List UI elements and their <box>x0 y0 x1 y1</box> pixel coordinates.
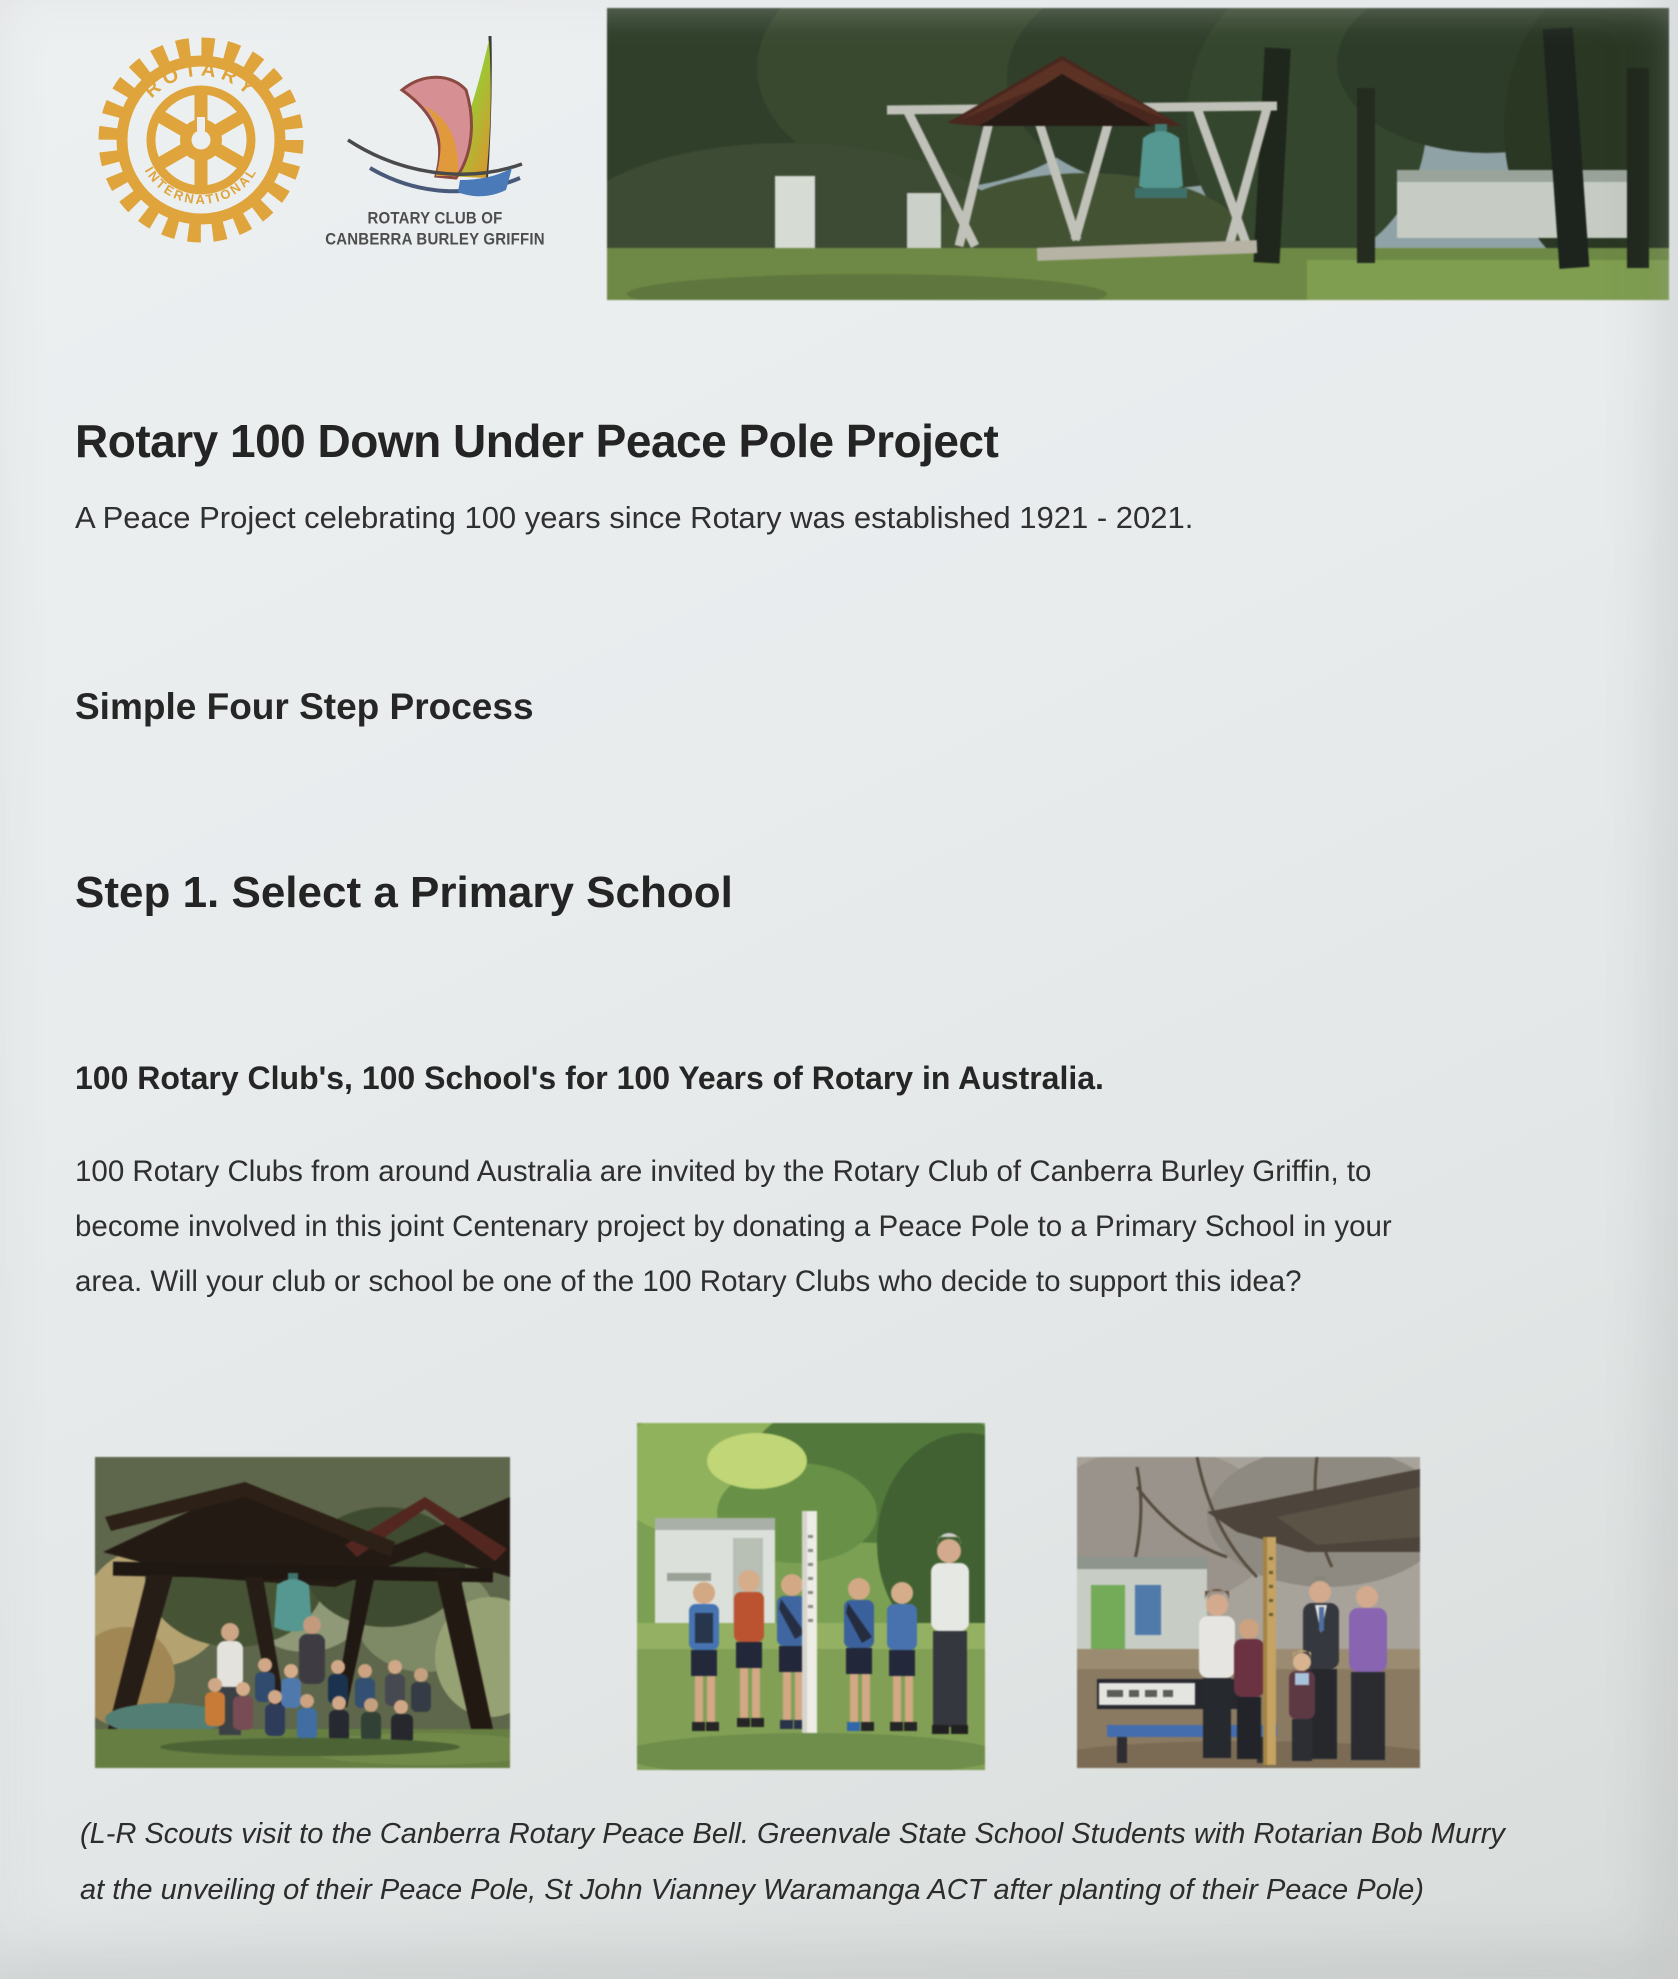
photo-caption: (L-R Scouts visit to the Canberra Rotary Peace Bell. Greenvale State School Students with Rotarian Bob Murry at the unveiling of their Peace Pole, St John Vianney Waramanga ACT after planting of their Peace Pole) <box>80 1818 1505 1906</box>
photo-students-peace-pole <box>637 1423 985 1770</box>
process-heading: Simple Four Step Process <box>75 686 534 727</box>
intro-paragraph: 100 Rotary Clubs from around Australia are invited by the Rotary Club of Canberra Burley Griffin, to become involved in this joint Centenary project by donating a Peace Pole to a Primary School in your area. Will your club or school be one of the 100 Rotary Clubs who decide to support this idea? <box>75 1155 1392 1298</box>
banner-photo-peace-bell <box>607 8 1669 300</box>
photo-scouts-peace-bell <box>95 1457 510 1768</box>
club-name-line1: ROTARY CLUB OF <box>367 208 503 228</box>
wheel-keyway <box>197 117 205 131</box>
rotary-wheel-bottom-text: INTERNATIONAL <box>141 163 261 208</box>
rotary-wheel-icon <box>85 35 317 245</box>
page-subtitle: A Peace Project celebrating 100 years since Rotary was established 1921 - 2021. <box>75 500 1194 535</box>
club-name <box>298 208 572 251</box>
club-name-line2: CANBERRA BURLEY GRIFFIN <box>325 230 545 250</box>
peace-bell <box>1139 131 1183 191</box>
step1-heading: Step 1. Select a Primary School <box>75 868 733 917</box>
club-sailboat-icon <box>340 28 530 213</box>
rotary-wheel-top-text: ROTARY <box>139 58 263 103</box>
campaign-heading: 100 Rotary Club's, 100 School's for 100 Years of Rotary in Australia. <box>75 1060 1104 1096</box>
page-title: Rotary 100 Down Under Peace Pole Project <box>75 415 999 467</box>
photo-waramanga-peace-pole <box>1077 1457 1420 1768</box>
